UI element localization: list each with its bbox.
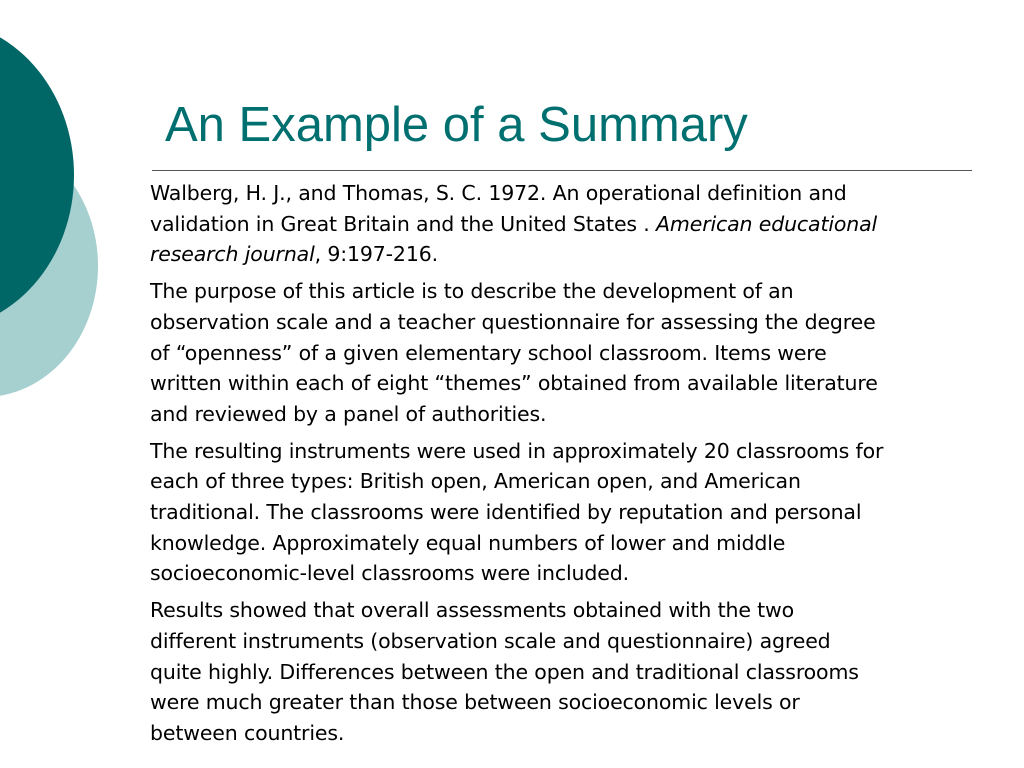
paragraph-line: The resulting instruments were used in approximately 20 classrooms for xyxy=(150,438,884,463)
paragraph-line: The purpose of this article is to describe the development of an xyxy=(150,279,794,304)
citation-text: Walberg, H. J., and Thomas, S. C. 1972. An operational definition and xyxy=(150,181,847,205)
summary-paragraph-method xyxy=(150,436,1018,590)
citation-line xyxy=(150,178,1018,209)
citation-line xyxy=(150,239,1018,270)
paragraph-line: traditional. The classrooms were identified by reputation and personal xyxy=(150,500,862,525)
summary-paragraph-results xyxy=(150,595,1018,749)
citation-text: validation in Great Britain and the United States . xyxy=(150,211,657,236)
title-divider xyxy=(152,170,972,171)
paragraph-line: observation scale and a teacher questionnaire for assessing the degree xyxy=(150,309,876,334)
paragraph-line: were much greater than those between socioeconomic levels or xyxy=(150,690,800,715)
paragraph-line: each of three types: British open, American open, and American xyxy=(150,469,801,494)
journal-name: research journal xyxy=(150,242,315,267)
paragraph-line: knowledge. Approximately equal numbers of lower and middle xyxy=(150,530,786,555)
journal-name: American educational xyxy=(656,211,878,236)
slide-title: An Example of a Summary xyxy=(165,98,748,152)
paragraph-line: and reviewed by a panel of authorities. xyxy=(150,401,547,426)
paragraph-line: Results showed that overall assessments obtained with the two xyxy=(150,598,795,623)
paragraph-line: between countries. xyxy=(150,720,345,745)
citation-text: , 9:197-216. xyxy=(314,242,438,267)
paragraph-line: different instruments (observation scale and questionnaire) agreed xyxy=(150,628,831,653)
paragraph-line: written within each of eight “themes” obtained from available literature xyxy=(150,371,878,396)
paragraph-line: of “openness” of a given elementary school classroom. Items were xyxy=(150,340,827,365)
citation-line xyxy=(150,209,1018,240)
citation-paragraph xyxy=(150,178,1018,270)
summary-paragraph-purpose xyxy=(150,276,1018,430)
paragraph-line: socioeconomic-level classrooms were included. xyxy=(150,561,629,586)
paragraph-line: quite highly. Differences between the open and traditional classrooms xyxy=(150,659,859,684)
slide-body xyxy=(150,178,1018,755)
